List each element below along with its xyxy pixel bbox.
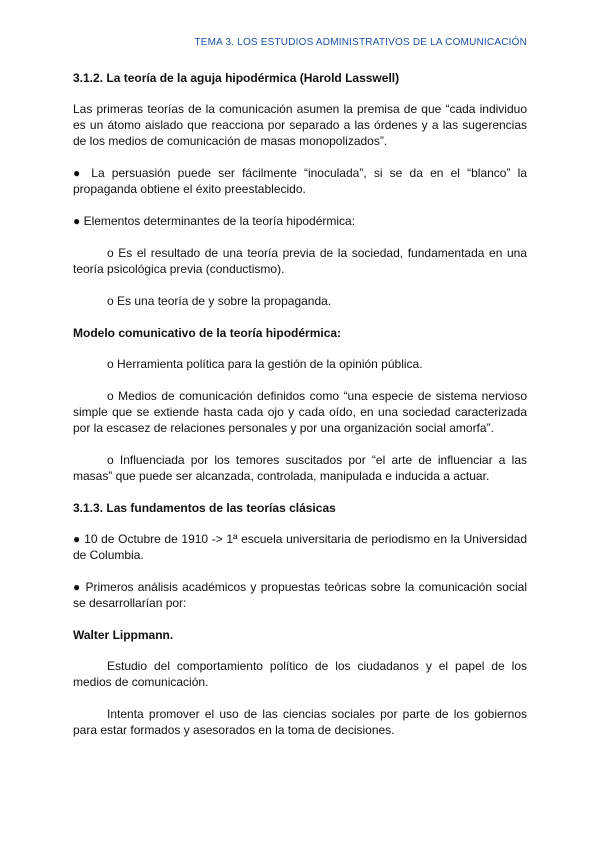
model-heading: Modelo comunicativo de la teoría hipodérmica:	[73, 326, 342, 340]
bullet-columbia: ● 10 de Octubre de 1910 -> 1ª escuela universitaria de periodismo en la Universidad de Columbia.	[73, 532, 527, 562]
lippmann-paragraph-1: Estudio del comportamiento político de los ciudadanos y el papel de los medios de comunicación.	[73, 659, 527, 689]
bullet-elements: ● Elementos determinantes de la teoría hipodérmica:	[73, 214, 356, 228]
page-content	[73, 70, 527, 754]
section-312-heading: 3.1.2. La teoría de la aguja hipodérmica (Harold Lasswell)	[73, 71, 400, 85]
intro-paragraph: Las primeras teorías de la comunicación asumen la premisa de que “cada individuo es un átomo aislado que reacciona por separado a las órdenes y a las sugerencias de los medios de comunicación de masas monopolizados”.	[73, 102, 527, 148]
model-item-3: o Influenciada por los temores suscitados por “el arte de influenciar a las masas” que puede ser alcanzada, controlada, manipulada e inducida a actuar.	[73, 453, 527, 483]
bullet-first-analyses: ● Primeros análisis académicos y propuestas teóricas sobre la comunicación social se desarrollarían por:	[73, 580, 527, 610]
running-header: TEMA 3. LOS ESTUDIOS ADMINISTRATIVOS DE LA COMUNICACIÓN	[194, 37, 527, 48]
element-item-2: o Es una teoría de y sobre la propaganda.	[107, 294, 332, 308]
bullet-persuasion: ● La persuasión puede ser fácilmente “inoculada”, si se da en el “blanco” la propaganda obtiene el éxito preestablecido.	[73, 166, 527, 196]
section-313-heading: 3.1.3. Las fundamentos de las teorías clásicas	[73, 501, 336, 515]
model-item-1: o Herramienta política para la gestión de la opinión pública.	[107, 357, 423, 371]
model-item-2: o Medios de comunicación definidos como “una especie de sistema nervioso simple que se extiende hasta cada ojo y cada oído, en una sociedad caracterizada por la escasez de relaciones personales y por una organización social amorfa”.	[73, 389, 527, 435]
element-item-1: o Es el resultado de una teoría previa de la sociedad, fundamentada en una teoría psicológica previa (conductismo).	[73, 246, 527, 276]
lippmann-paragraph-2: Intenta promover el uso de las ciencias sociales por parte de los gobiernos para estar formados y asesorados en la toma de decisiones.	[73, 707, 527, 737]
person-name: Walter Lippmann.	[73, 628, 174, 642]
